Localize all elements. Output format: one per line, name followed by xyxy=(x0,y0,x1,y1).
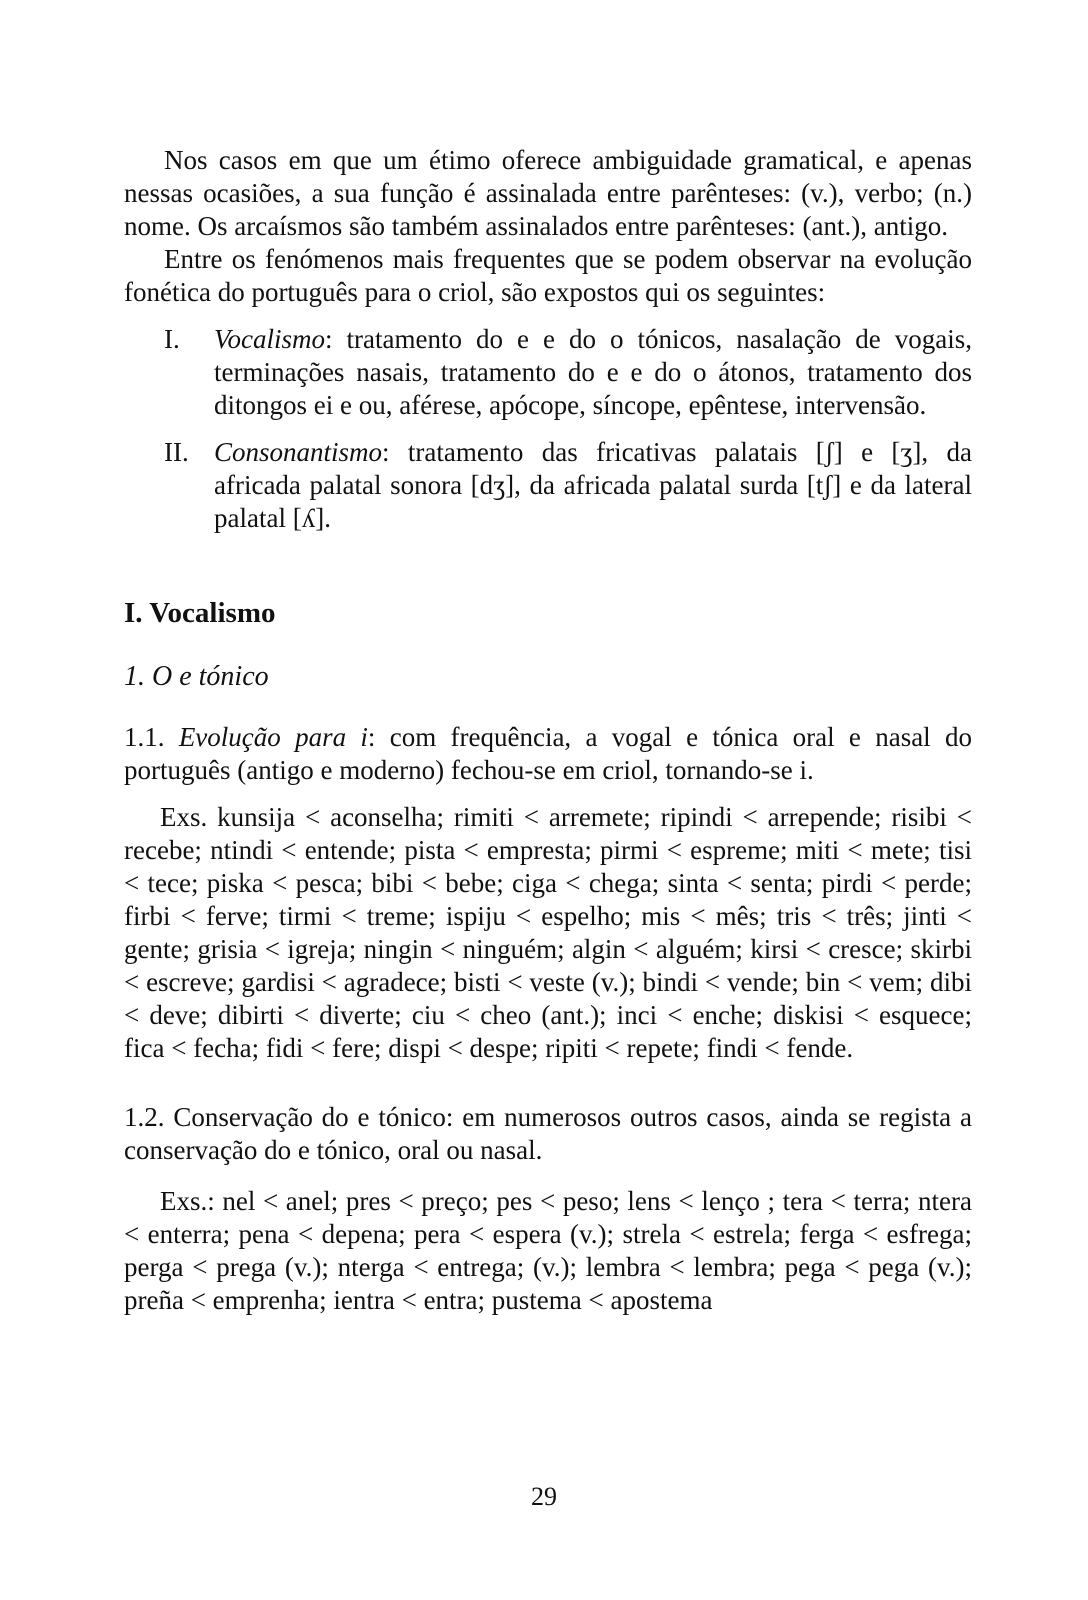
list-text xyxy=(214,323,972,422)
paragraph-label: 1.1. xyxy=(124,722,165,752)
page-number: 29 xyxy=(531,1482,557,1511)
list-title: Consonantismo xyxy=(214,437,383,467)
list-item xyxy=(124,436,972,535)
examples-2: Exs.: nel < anel; pres < preço; pes < peso; lens < lenço ; tera < terra; ntera < enterra; pena < depena; pera < espera (v.); strela < estrela; ferga < esfrega; perga < prega (v.); nterga < entrega; (v.); lembra < lembra; pega < pega (v.); preña < emprenha; ientra < entra; pustema < apostema xyxy=(124,1186,972,1315)
page-body xyxy=(124,144,972,1317)
list-text xyxy=(214,436,972,535)
paragraph-title: Evolução para i xyxy=(178,722,368,752)
intro-paragraph-1: Nos casos em que um étimo oferece ambiguidade gramatical, e apenas nessas ocasiões, a sua função é assinalada entre parênteses: (v.), verbo; (n.) nome. Os arcaísmos são também assinalados entre parênteses: (ant.), antigo. xyxy=(124,145,972,241)
list-body: : tratamento do e e do o tónicos, nasalação de vogais, terminações nasais, tratamento do e e do o átonos, tratamento dos ditongos ei e ou, aférese, apócope, síncope, epêntese, intervensão. xyxy=(214,324,972,420)
subsection-title: 1. O e tónico xyxy=(124,661,269,692)
list-title: Vocalismo xyxy=(214,324,325,354)
paragraph-1-1 xyxy=(124,721,972,787)
paragraph-text: : com frequência, a vogal e tónica oral e nasal do português (antigo e moderno) fechou-se em criol, tornando-se i. xyxy=(124,722,972,785)
intro-paragraph-2: Entre os fenómenos mais frequentes que se podem observar na evolução fonética do português para o criol, são expostos qui os seguintes: xyxy=(124,244,972,307)
list-body: : tratamento das fricativas palatais [ʃ] e [ʒ], da africada palatal sonora [dʒ], da africada palatal surda [tʃ] e da lateral palatal [ʎ]. xyxy=(214,437,972,533)
list-item xyxy=(124,323,972,422)
paragraph-1-2: 1.2. Conservação do e tónico: em numerosos outros casos, ainda se regista a conservação do e tónico, oral ou nasal. xyxy=(124,1102,972,1165)
examples-1: Exs. kunsija < aconselha; rimiti < arremete; ripindi < arrepende; risibi < recebe; ntindi < entende; pista < empresta; pirmi < espreme; miti < mete; tisi < tece; piska < pesca; bibi < bebe; ciga < chega; sinta < senta; pirdi < perde; firbi < ferve; tirmi < treme; ispiju < espelho; mis < mês; tris < três; jinti < gente; grisia < igreja; ningin < ninguém; algin < alguém; kirsi < cresce; skirbi < escreve; gardisi < agradece; bisti < veste (v.); bindi < vende; bin < vem; dibi < deve; dibirti < diverte; ciu < cheo (ant.); inci < enche; diskisi < esquece; fica < fecha; fidi < fere; dispi < despe; ripiti < repete; findi < fende. xyxy=(124,802,972,1063)
list-number: II. xyxy=(164,437,189,467)
list-number: I. xyxy=(164,324,180,354)
section-title: I. Vocalismo xyxy=(124,597,276,629)
